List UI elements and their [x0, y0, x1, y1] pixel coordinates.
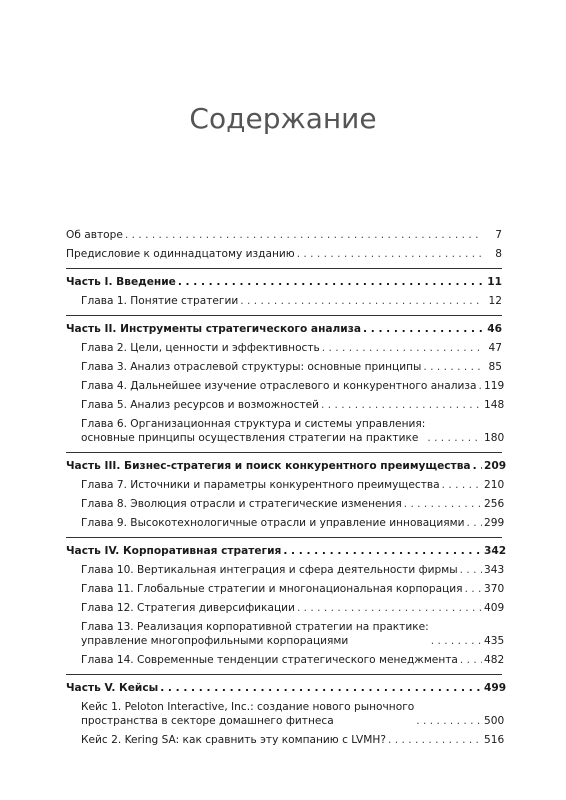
toc-entry-chapter[interactable]	[66, 294, 502, 308]
leader-dots	[240, 294, 482, 308]
leader-dots	[465, 582, 482, 596]
page-number: 409	[484, 602, 505, 614]
leader-dots	[431, 634, 482, 648]
entry-title: Предисловие к одиннадцатому изданию	[66, 248, 295, 260]
toc-entry-chapter[interactable]	[66, 497, 505, 511]
page-number: 299	[484, 517, 505, 529]
page-number: 342	[484, 545, 507, 557]
leader-dots	[416, 714, 482, 728]
toc-entry-chapter[interactable]	[66, 582, 505, 596]
toc-entry-chapter[interactable]	[66, 601, 505, 615]
page-number: 435	[484, 635, 505, 647]
leader-dots	[460, 563, 482, 577]
toc-entry-front[interactable]	[66, 247, 502, 261]
page-number: 119	[484, 380, 505, 392]
table-of-contents	[66, 228, 507, 747]
leader-dots	[363, 322, 482, 336]
page-number: 148	[484, 399, 505, 411]
entry-title: Часть IV. Корпоративная стратегия	[66, 545, 282, 557]
page-number: 370	[484, 583, 505, 595]
section-divider	[66, 537, 502, 538]
entry-title: Об авторе	[66, 229, 123, 241]
leader-dots	[388, 733, 482, 747]
page-number: 180	[484, 432, 505, 444]
page-number: 256	[484, 498, 505, 510]
leader-dots	[321, 398, 482, 412]
section-divider	[66, 674, 502, 675]
entry-title-line: Кейс 1. Peloton Interactive, Inc.: создание нового рыночного	[81, 701, 415, 713]
leader-dots	[442, 478, 482, 492]
page-number: 209	[484, 460, 507, 472]
entry-title: Глава 3. Анализ отраслевой структуры: основные принципы	[81, 361, 422, 373]
toc-entry-front[interactable]	[66, 228, 502, 242]
entry-title: Глава 5. Анализ ресурсов и возможностей	[81, 399, 320, 411]
leader-dots	[160, 681, 482, 695]
toc-entry-chapter[interactable]	[66, 700, 505, 728]
page-number: 500	[484, 715, 505, 727]
toc-entry-chapter[interactable]	[66, 417, 505, 445]
leader-dots	[467, 516, 482, 530]
toc-entry-chapter[interactable]	[66, 653, 505, 667]
page-number: 482	[484, 654, 505, 666]
page-number: 210	[484, 479, 505, 491]
toc-entry-part[interactable]	[66, 459, 507, 473]
entry-title-line: основные принципы осуществления стратегии на практике	[81, 432, 419, 444]
entry-title: Глава 11. Глобальные стратегии и многонациональная корпорация	[81, 583, 463, 595]
entry-title: Часть I. Введение	[66, 276, 176, 288]
entry-title: Глава 4. Дальнейшее изучение отраслевого и конкурентного анализа	[81, 380, 477, 392]
entry-title: Часть V. Кейсы	[66, 682, 159, 694]
leader-dots	[297, 247, 482, 261]
leader-dots	[427, 431, 482, 445]
toc-entry-chapter[interactable]	[66, 360, 502, 374]
page-number: 85	[488, 361, 502, 373]
entry-title-line: управление многопрофильными корпорациями	[81, 635, 349, 647]
entry-title: Часть II. Инструменты стратегического анализа	[66, 323, 362, 335]
page-title: Содержание	[189, 102, 377, 135]
leader-dots	[297, 601, 482, 615]
entry-title: Часть III. Бизнес-стратегия и поиск конкурентного преимущества	[66, 460, 471, 472]
toc-entry-chapter[interactable]	[66, 379, 505, 393]
entry-title: Глава 8. Эволюция отрасли и стратегические изменения	[81, 498, 402, 510]
entry-title-line: Глава 6. Организационная структура и системы управления:	[81, 418, 426, 430]
leader-dots	[125, 228, 482, 242]
page-number: 516	[484, 734, 505, 746]
leader-dots	[283, 544, 482, 558]
toc-entry-chapter[interactable]	[66, 398, 505, 412]
toc-entry-chapter[interactable]	[66, 733, 505, 747]
entry-title: Глава 10. Вертикальная интеграция и сфера деятельности фирмы	[81, 564, 458, 576]
page-number: 343	[484, 564, 505, 576]
page-number: 11	[487, 276, 502, 288]
leader-dots	[178, 275, 482, 289]
page-number: 47	[488, 342, 502, 354]
section-divider	[66, 452, 502, 453]
toc-entry-part[interactable]	[66, 322, 502, 336]
entry-title-line: пространства в секторе домашнего фитнеса	[81, 715, 334, 727]
toc-entry-chapter[interactable]	[66, 620, 505, 648]
entry-title: Кейс 2. Kering SA: как сравнить эту компанию с LVMH?	[81, 734, 386, 746]
page-number: 499	[484, 682, 507, 694]
leader-dots	[460, 653, 482, 667]
entry-title: Глава 7. Источники и параметры конкурентного преимущества	[81, 479, 440, 491]
entry-title: Глава 14. Современные тенденции стратегического менеджмента	[81, 654, 458, 666]
entry-title: Глава 9. Высокотехнологичные отрасли и управление инновациями	[81, 517, 465, 529]
page-number: 8	[495, 248, 502, 260]
entry-title-line: Глава 13. Реализация корпоративной стратегии на практике:	[81, 621, 429, 633]
entry-title: Глава 2. Цели, ценности и эффективность	[81, 342, 320, 354]
toc-entry-chapter[interactable]	[66, 341, 502, 355]
toc-entry-chapter[interactable]	[66, 516, 505, 530]
section-divider	[66, 315, 502, 316]
page-number: 7	[495, 229, 502, 241]
entry-title: Глава 1. Понятие стратегии	[81, 295, 239, 307]
toc-entry-chapter[interactable]	[66, 563, 505, 577]
leader-dots	[423, 360, 482, 374]
toc-entry-part[interactable]	[66, 544, 507, 558]
leader-dots	[404, 497, 482, 511]
leader-dots	[322, 341, 482, 355]
toc-entry-chapter[interactable]	[66, 478, 505, 492]
page-number: 46	[487, 323, 502, 335]
entry-title: Глава 12. Стратегия диверсификации	[81, 602, 295, 614]
page-number: 12	[488, 295, 502, 307]
toc-entry-part[interactable]	[66, 275, 502, 289]
leader-dots	[473, 459, 482, 473]
toc-entry-part[interactable]	[66, 681, 507, 695]
section-divider	[66, 268, 502, 269]
